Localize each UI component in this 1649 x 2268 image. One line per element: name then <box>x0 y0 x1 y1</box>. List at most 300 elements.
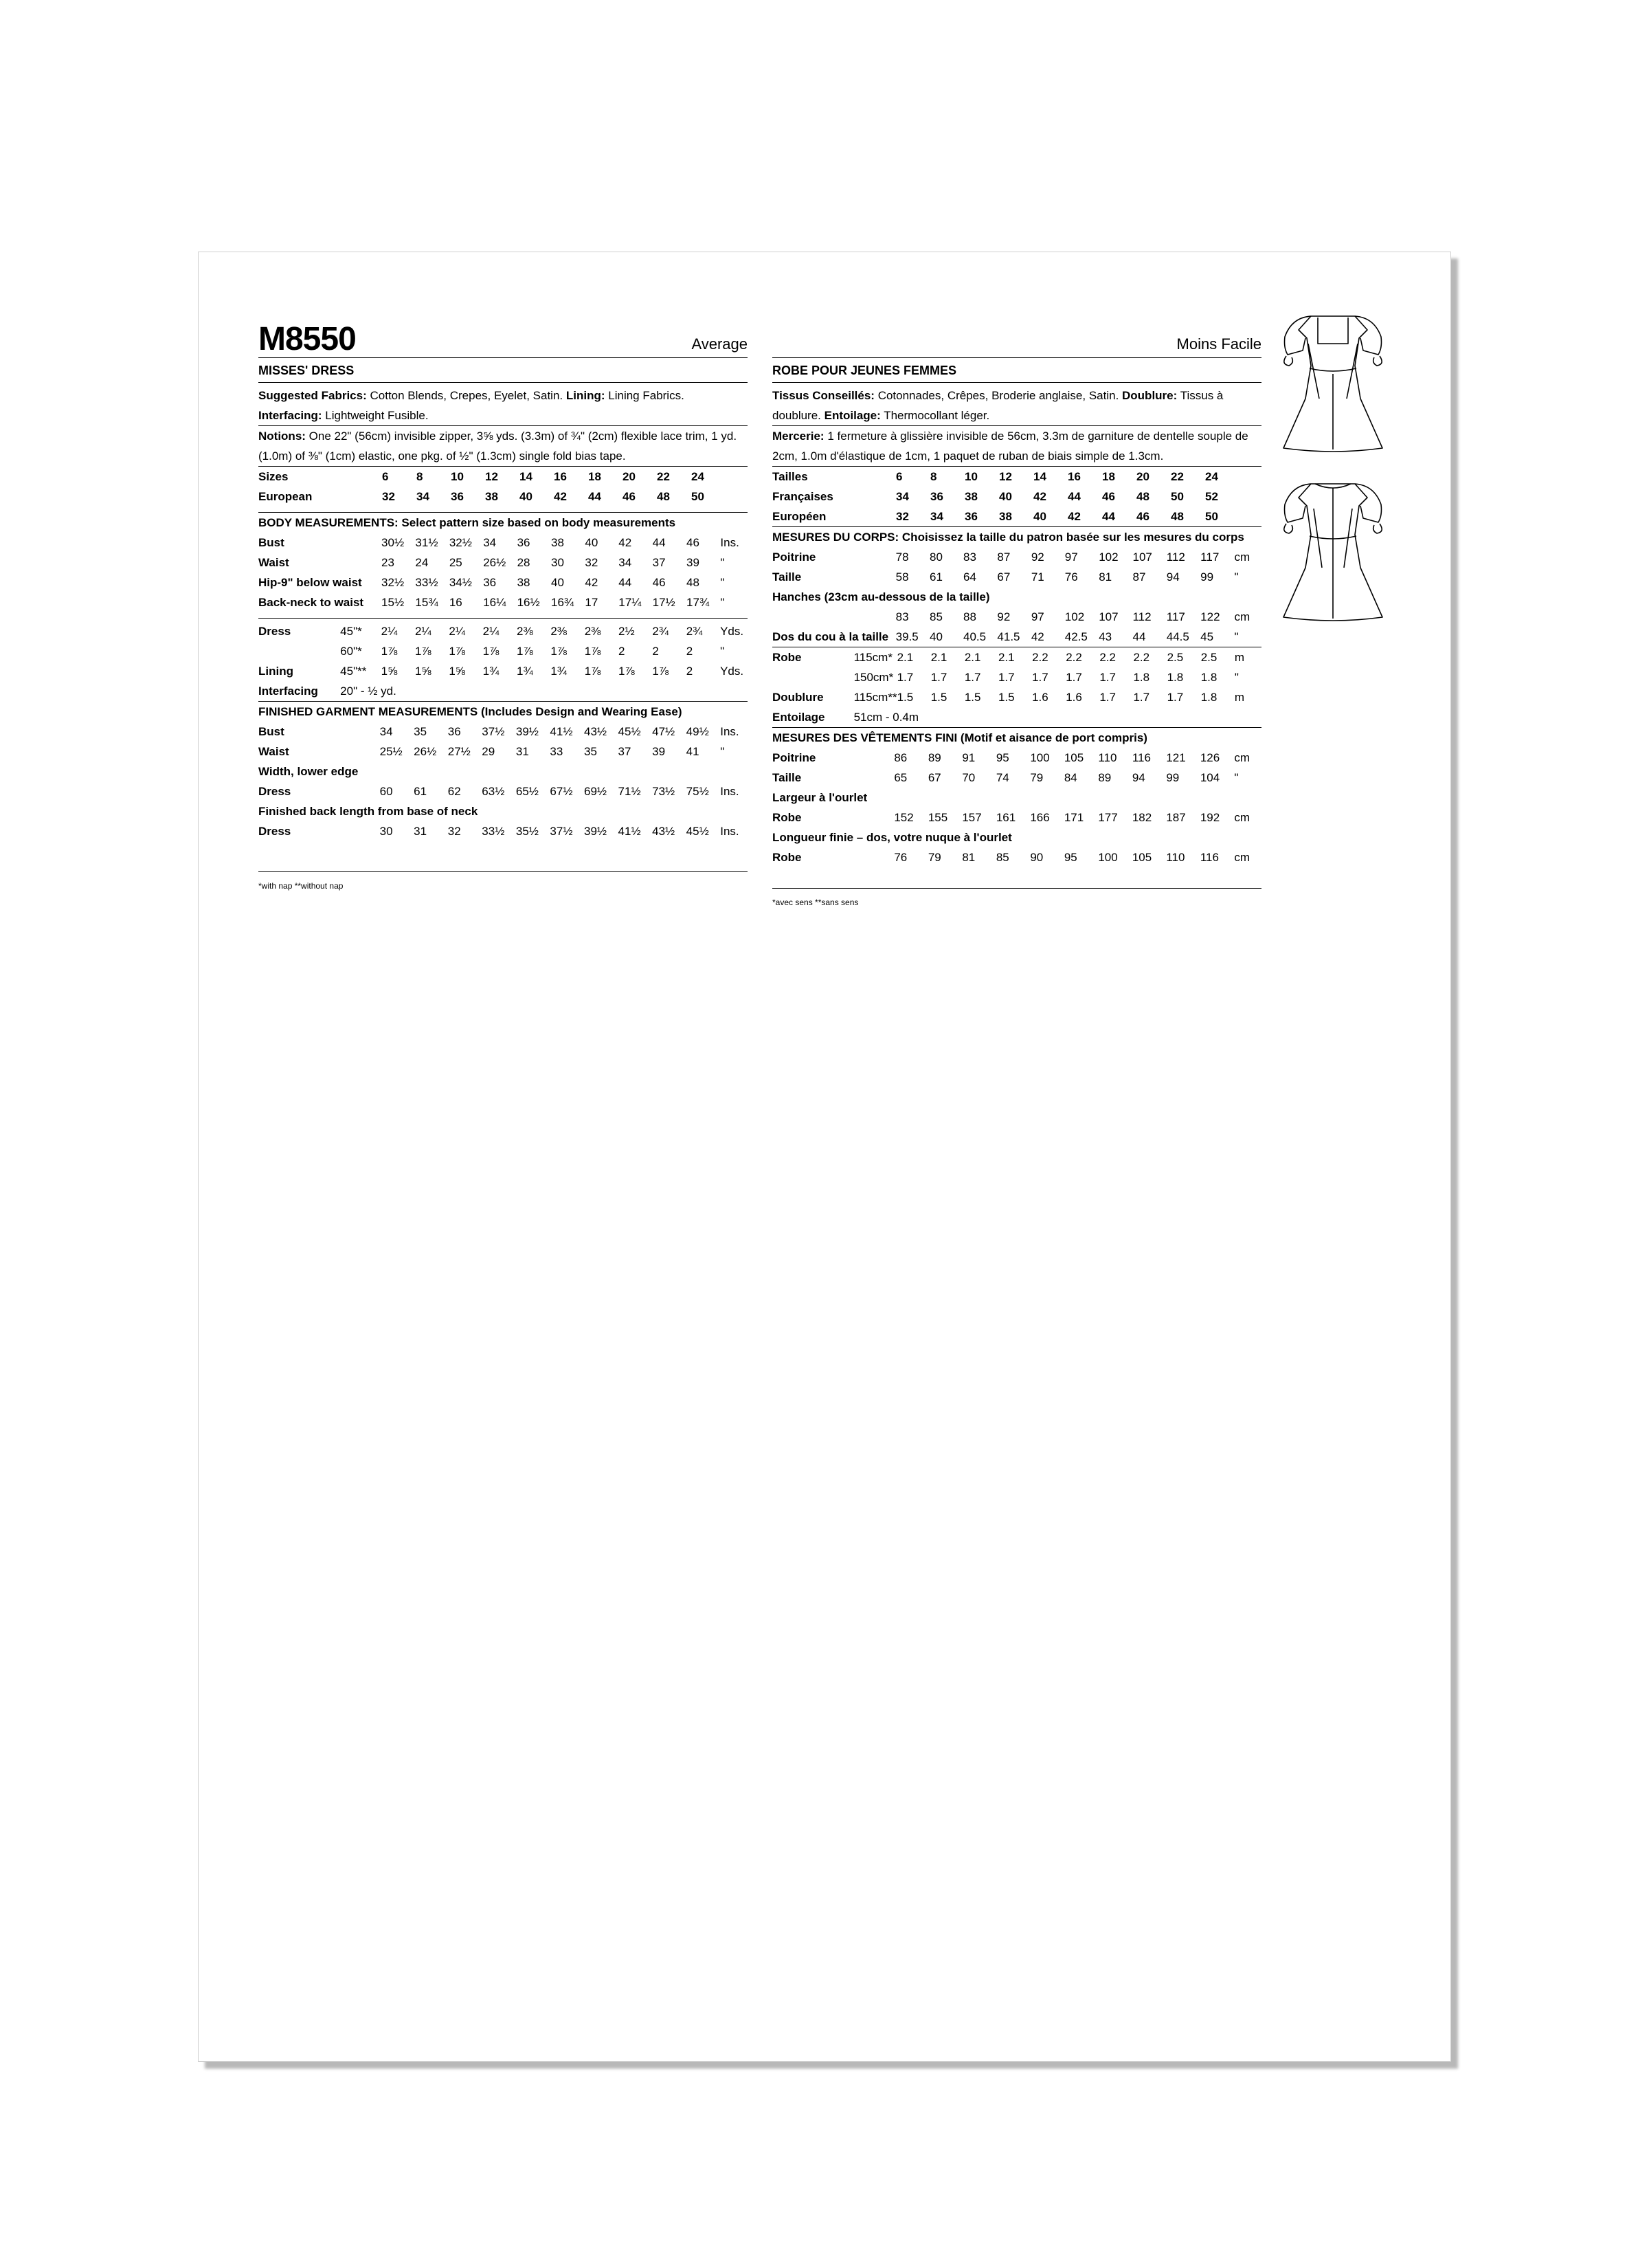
row-label: Taille <box>772 570 802 583</box>
value-cell: 16½ <box>517 596 540 609</box>
body-rule <box>258 618 748 619</box>
value-cell: 39½ <box>515 725 539 738</box>
unit-cell: m <box>1234 691 1244 704</box>
francaises-size-cell: 34 <box>896 490 909 503</box>
row-label: Bust <box>258 536 284 549</box>
value-cell: 171 <box>1064 811 1084 824</box>
sizes-row-fr <box>772 467 1239 487</box>
value-cell: 45½ <box>686 825 709 838</box>
garment-title-fr: ROBE POUR JEUNES FEMMES <box>772 364 957 377</box>
europeen-label: Européen <box>772 510 827 523</box>
european-size-cell: 36 <box>451 490 464 503</box>
fabrics-label: Suggested Fabrics: <box>258 389 367 402</box>
fabric-width: 20" - ½ yd. <box>340 685 396 698</box>
european-sizes-row <box>258 487 726 507</box>
value-cell: 31 <box>414 825 427 838</box>
yardage-cell: 1⅞ <box>618 665 635 678</box>
value-cell: 29 <box>482 745 495 758</box>
value-cell: 37½ <box>482 725 505 738</box>
difficulty-label: Average <box>691 335 748 353</box>
yardage-cell: 2.2 <box>1066 651 1082 664</box>
size-cell: 16 <box>1068 470 1081 483</box>
unit-cell: cm <box>1234 751 1250 764</box>
yardage-cell: 1.7 <box>998 671 1015 684</box>
value-cell: 110 <box>1166 851 1185 864</box>
value-cell: 112 <box>1132 610 1152 623</box>
value-cell: 17¼ <box>618 596 642 609</box>
title-rule-fr <box>772 382 1261 383</box>
fabric-width: 150cm* <box>853 671 894 684</box>
value-cell: 87 <box>1132 570 1146 583</box>
value-cell: 61 <box>414 785 427 798</box>
french-column <box>772 322 1261 913</box>
yardage-row <box>772 647 1261 667</box>
europeen-size-cell: 32 <box>896 510 909 523</box>
value-cell: 47½ <box>652 725 675 738</box>
value-cell: 25 <box>449 556 462 569</box>
unit-cell: Ins. <box>720 536 739 549</box>
row-label: Dress <box>258 825 291 838</box>
title-rule <box>258 382 748 383</box>
notions-paragraph-fr <box>772 426 1261 466</box>
value-cell: 76 <box>1064 570 1078 583</box>
european-size-cell: 32 <box>382 490 395 503</box>
value-cell: 117 <box>1200 551 1220 564</box>
unit-cell: cm <box>1234 851 1250 864</box>
yardage-cell: 1⅞ <box>550 645 567 658</box>
yardage-cell: 1.8 <box>1200 671 1218 684</box>
value-cell: 39 <box>652 745 666 758</box>
yardage-cell: 1.5 <box>897 691 914 704</box>
fabric-width: 60"* <box>340 645 362 658</box>
unit-cell: " <box>1234 630 1239 643</box>
value-cell: 92 <box>1031 551 1044 564</box>
value-cell: 41½ <box>618 825 641 838</box>
value-cell: 46 <box>686 536 699 549</box>
value-cell: 33½ <box>482 825 505 838</box>
value-cell: 40.5 <box>963 630 987 643</box>
yardage-cell: 1⅞ <box>449 645 465 658</box>
row-label: Dress <box>258 785 291 798</box>
yardage-cell: 2.2 <box>1032 651 1048 664</box>
value-cell: 105 <box>1064 751 1084 764</box>
value-cell: 83 <box>963 551 976 564</box>
measurement-row <box>258 742 748 761</box>
value-cell: 37½ <box>550 825 573 838</box>
fabric-width: 115cm* <box>853 651 893 664</box>
fabric-width: 45"* <box>340 625 362 638</box>
europeen-size-cell: 42 <box>1068 510 1081 523</box>
francaises-size-cell: 36 <box>930 490 943 503</box>
value-cell: 69½ <box>583 785 607 798</box>
value-cell: 67 <box>997 570 1011 583</box>
value-cell: 105 <box>1132 851 1152 864</box>
row-label: Bust <box>258 725 284 738</box>
size-cell: 24 <box>691 470 704 483</box>
value-cell: 39 <box>686 556 699 569</box>
unit-cell: cm <box>1234 610 1250 623</box>
value-cell: 37 <box>652 556 666 569</box>
notions-label-fr: Mercerie: <box>772 430 824 443</box>
yardage-cell: 2½ <box>618 625 635 638</box>
row-label: Back-neck to waist <box>258 596 364 609</box>
value-cell: 192 <box>1200 811 1220 824</box>
value-cell: 15¾ <box>415 596 438 609</box>
value-cell: 95 <box>996 751 1009 764</box>
value-cell: 58 <box>895 570 909 583</box>
row-label: Largeur à l'ourlet <box>772 791 868 804</box>
value-cell: 41.5 <box>997 630 1020 643</box>
value-cell: 24 <box>415 556 429 569</box>
measurement-row <box>258 592 748 612</box>
finished-rule <box>258 871 748 872</box>
yardage-row <box>772 707 1261 727</box>
yardage-cell: 1⅞ <box>414 645 431 658</box>
row-label: Robe <box>772 811 802 824</box>
value-cell: 73½ <box>652 785 675 798</box>
value-cell: 44 <box>618 576 632 589</box>
francaises-label: Françaises <box>772 490 833 503</box>
europeen-size-cell: 38 <box>999 510 1012 523</box>
difficulty-label-fr: Moins Facile <box>1176 335 1261 353</box>
header-rule-fr <box>772 357 1261 358</box>
measurement-row <box>772 827 1261 847</box>
value-cell: 44.5 <box>1166 630 1189 643</box>
francaises-size-cell: 48 <box>1136 490 1149 503</box>
yardage-cell: 2¾ <box>686 625 703 638</box>
value-cell: 39½ <box>583 825 607 838</box>
yardage-row <box>258 661 748 681</box>
yardage-cell: 1⅝ <box>449 665 465 678</box>
unit-cell: Ins. <box>720 785 739 798</box>
value-cell: 89 <box>1098 771 1112 784</box>
body-measurements-heading: BODY MEASUREMENTS: Select pattern size based on body measurements <box>258 516 676 529</box>
dress-back-sketch <box>1278 474 1388 625</box>
value-cell: 99 <box>1166 771 1180 784</box>
row-label: Finished back length from base of neck <box>258 805 478 818</box>
yardage-cell: 1⅞ <box>652 665 669 678</box>
value-cell: 95 <box>1064 851 1077 864</box>
english-column <box>258 322 748 896</box>
yardage-cell: 1.7 <box>897 671 914 684</box>
yardage-row <box>772 667 1261 687</box>
fabrics-text: Cotton Blends, Crepes, Eyelet, Satin. <box>366 389 566 402</box>
european-size-cell: 40 <box>519 490 532 503</box>
european-size-cell: 46 <box>622 490 636 503</box>
francaises-size-cell: 44 <box>1068 490 1081 503</box>
european-size-cell: 50 <box>691 490 704 503</box>
yardage-label <box>258 641 340 661</box>
yardage-cell: 1.8 <box>1167 671 1184 684</box>
fabrics-label-fr: Tissus Conseillés: <box>772 389 875 402</box>
value-cell: 121 <box>1166 751 1186 764</box>
fabrics-paragraph-fr <box>772 386 1261 425</box>
francaises-size-cell: 46 <box>1102 490 1115 503</box>
value-cell: 152 <box>894 811 914 824</box>
value-cell: 71½ <box>618 785 641 798</box>
measurement-row <box>772 788 1261 808</box>
value-cell: 32½ <box>449 536 472 549</box>
value-cell: 107 <box>1132 551 1152 564</box>
interfacing-label-fr: Entoilage: <box>824 409 881 422</box>
yardage-cell: 1.7 <box>964 671 981 684</box>
measurement-row <box>772 607 1261 627</box>
value-cell: 36 <box>517 536 530 549</box>
value-cell: 48 <box>686 576 699 589</box>
size-cell: 16 <box>554 470 567 483</box>
value-cell: 67 <box>928 771 941 784</box>
fabric-width: 115cm** <box>853 691 897 704</box>
yardage-cell: 1¾ <box>517 665 533 678</box>
value-cell: 15½ <box>381 596 405 609</box>
value-cell: 65 <box>894 771 908 784</box>
unit-cell: Ins. <box>720 725 739 738</box>
value-cell: 43 <box>1099 630 1112 643</box>
value-cell: 32 <box>585 556 598 569</box>
measurement-row <box>258 533 748 553</box>
value-cell: 84 <box>1064 771 1077 784</box>
value-cell: 88 <box>963 610 976 623</box>
yardage-row <box>772 687 1261 707</box>
measurement-row <box>772 748 1261 768</box>
pattern-number: M8550 <box>258 321 356 357</box>
yardage-label: Interfacing <box>258 685 318 698</box>
size-cell: 10 <box>965 470 978 483</box>
yardage-cell: 2.2 <box>1099 651 1116 664</box>
value-cell: 80 <box>930 551 943 564</box>
finished-measurements-heading-fr: MESURES DES VÊTEMENTS FINI (Motif et aisance de port compris) <box>772 731 1147 744</box>
value-cell: 116 <box>1200 851 1219 864</box>
size-cell: 10 <box>451 470 464 483</box>
value-cell: 90 <box>1030 851 1044 864</box>
value-cell: 67½ <box>550 785 573 798</box>
value-cell: 34 <box>618 556 632 569</box>
european-size-cell: 44 <box>588 490 601 503</box>
measurement-row <box>258 722 748 742</box>
value-cell: 161 <box>996 811 1016 824</box>
unit-cell: Ins. <box>720 825 739 838</box>
yardage-cell: 1.5 <box>930 691 947 704</box>
value-cell: 76 <box>894 851 908 864</box>
value-cell: 78 <box>895 551 909 564</box>
lining-text-fr: Tissus à doublure. <box>772 389 1224 422</box>
body-measurements-heading-fr: MESURES DU CORPS: Choisissez la taille du patron basée sur les mesures du corps <box>772 531 1244 544</box>
notions-label: Notions: <box>258 430 306 443</box>
lining-text: Lining Fabrics. <box>605 389 684 402</box>
value-cell: 33 <box>550 745 563 758</box>
yardage-label <box>772 667 854 687</box>
value-cell: 112 <box>1166 551 1185 564</box>
unit-cell: Yds. <box>720 665 744 678</box>
unit-cell: " <box>720 745 725 758</box>
value-cell: 33½ <box>415 576 438 589</box>
measurement-row <box>258 572 748 592</box>
yardage-table-fr <box>772 647 1261 727</box>
yardage-cell: 1.7 <box>1099 671 1116 684</box>
value-cell: 39.5 <box>895 630 919 643</box>
row-label <box>772 607 896 627</box>
value-cell: 34½ <box>449 576 472 589</box>
yardage-cell: 2 <box>652 645 659 658</box>
value-cell: 26½ <box>483 556 506 569</box>
francaises-sizes-row <box>772 487 1239 507</box>
value-cell: 81 <box>1099 570 1112 583</box>
sizes-table-fr <box>772 467 1239 526</box>
yardage-cell: 2.2 <box>1133 651 1150 664</box>
value-cell: 70 <box>962 771 976 784</box>
value-cell: 26½ <box>414 745 437 758</box>
value-cell: 25½ <box>379 745 403 758</box>
unit-cell: " <box>1234 671 1239 684</box>
value-cell: 79 <box>1030 771 1044 784</box>
yardage-cell: 2⅜ <box>517 625 533 638</box>
unit-cell: " <box>720 596 725 609</box>
interfacing-text: Lightweight Fusible. <box>322 409 429 422</box>
value-cell: 34 <box>483 536 497 549</box>
value-cell: 45½ <box>618 725 641 738</box>
francaises-size-cell: 38 <box>965 490 978 503</box>
yardage-cell: 1¾ <box>482 665 500 678</box>
value-cell: 79 <box>928 851 941 864</box>
unit-cell: " <box>1234 771 1239 784</box>
value-cell: 40 <box>930 630 943 643</box>
value-cell: 17¾ <box>686 596 710 609</box>
value-cell: 155 <box>928 811 948 824</box>
value-cell: 40 <box>585 536 598 549</box>
value-cell: 34 <box>379 725 393 738</box>
fabric-width: 51cm - 0.4m <box>853 711 919 724</box>
dress-front-sketch <box>1278 302 1388 454</box>
header-rule <box>258 357 748 358</box>
yardage-cell: 2.5 <box>1167 651 1184 664</box>
value-cell: 35 <box>414 725 427 738</box>
measurement-row <box>258 801 748 821</box>
yardage-cell: 2 <box>686 645 693 658</box>
value-cell: 177 <box>1098 811 1118 824</box>
measurement-row <box>772 768 1261 788</box>
europeen-size-cell: 36 <box>965 510 978 523</box>
value-cell: 41 <box>686 745 699 758</box>
value-cell: 42 <box>585 576 598 589</box>
value-cell: 42.5 <box>1064 630 1088 643</box>
measurement-row <box>772 847 1261 867</box>
value-cell: 116 <box>1132 751 1151 764</box>
yardage-cell: 2.1 <box>930 651 947 664</box>
europeen-size-cell: 46 <box>1136 510 1149 523</box>
value-cell: 83 <box>895 610 909 623</box>
value-cell: 86 <box>894 751 908 764</box>
yardage-table <box>258 621 748 701</box>
yardage-label: Robe <box>772 651 802 664</box>
yardage-cell: 1.5 <box>998 691 1015 704</box>
value-cell: 31 <box>515 745 529 758</box>
row-label: Waist <box>258 745 289 758</box>
value-cell: 182 <box>1132 811 1152 824</box>
unit-cell: m <box>1234 651 1244 664</box>
unit-cell: " <box>720 645 725 658</box>
garment-title: MISSES' DRESS <box>258 364 355 377</box>
measurement-row <box>258 821 748 841</box>
yardage-cell: 1.7 <box>930 671 947 684</box>
francaises-size-cell: 42 <box>1033 490 1046 503</box>
value-cell: 44 <box>652 536 666 549</box>
yardage-cell: 2⅜ <box>584 625 601 638</box>
yardage-cell: 1⅝ <box>381 665 398 678</box>
size-cell: 6 <box>896 470 903 483</box>
size-cell: 6 <box>382 470 389 483</box>
value-cell: 187 <box>1166 811 1186 824</box>
measurement-row <box>772 547 1261 567</box>
value-cell: 61 <box>930 570 943 583</box>
row-label: Width, lower edge <box>258 765 359 778</box>
value-cell: 122 <box>1200 610 1220 623</box>
yardage-cell: 1.7 <box>1133 691 1150 704</box>
unit-cell: cm <box>1234 551 1250 564</box>
measurement-row <box>258 761 748 781</box>
value-cell: 166 <box>1030 811 1050 824</box>
row-label: Poitrine <box>772 751 816 764</box>
francaises-size-cell: 52 <box>1205 490 1218 503</box>
size-cell: 20 <box>1136 470 1149 483</box>
value-cell: 107 <box>1099 610 1119 623</box>
yardage-cell: 1.8 <box>1200 691 1218 704</box>
sizes-row <box>258 467 726 487</box>
lining-label: Lining: <box>565 389 605 402</box>
yardage-cell: 2 <box>686 665 693 678</box>
sizes-table <box>258 467 726 507</box>
value-cell: 40 <box>550 576 564 589</box>
yardage-cell: 2¼ <box>381 625 398 638</box>
yardage-cell: 1⅞ <box>584 645 601 658</box>
yardage-cell: 2¼ <box>449 625 465 638</box>
value-cell: 30 <box>379 825 393 838</box>
row-label: Hanches (23cm au-dessous de la taille) <box>772 590 990 603</box>
european-size-cell: 34 <box>416 490 429 503</box>
value-cell: 45 <box>1200 630 1214 643</box>
value-cell: 62 <box>447 785 461 798</box>
value-cell: 31½ <box>415 536 438 549</box>
value-cell: 49½ <box>686 725 709 738</box>
size-cell: 24 <box>1205 470 1218 483</box>
yardage-cell: 1⅝ <box>414 665 431 678</box>
notions-text: One 22" (56cm) invisible zipper, 3⅝ yds. (3.3m) of ¾" (2cm) flexible lace trim, 1 yd. (1.0m) of ⅜" (1cm) elastic, one pkg. of ½" (1.3cm) single fold bias tape. <box>258 430 737 463</box>
value-cell: 36 <box>483 576 497 589</box>
europeen-size-cell: 50 <box>1205 510 1218 523</box>
measurement-row <box>772 627 1261 647</box>
value-cell: 42 <box>618 536 632 549</box>
yardage-cell: 1.7 <box>1167 691 1184 704</box>
value-cell: 97 <box>1064 551 1078 564</box>
yardage-cell: 1.5 <box>964 691 981 704</box>
row-label: Dos du cou à la taille <box>772 630 889 643</box>
value-cell: 104 <box>1200 771 1220 784</box>
europeen-size-cell: 48 <box>1171 510 1184 523</box>
yardage-cell: 2¼ <box>414 625 431 638</box>
value-cell: 27½ <box>447 745 471 758</box>
european-size-cell: 42 <box>554 490 567 503</box>
value-cell: 35½ <box>515 825 539 838</box>
value-cell: 102 <box>1064 610 1085 623</box>
yardage-cell: 1.7 <box>1099 691 1116 704</box>
measurement-row <box>772 567 1261 587</box>
row-label: Hip-9" below waist <box>258 576 362 589</box>
size-cell: 22 <box>1171 470 1184 483</box>
value-cell: 157 <box>962 811 982 824</box>
size-cell: 14 <box>1033 470 1046 483</box>
value-cell: 43½ <box>583 725 607 738</box>
european-label: European <box>258 490 313 503</box>
value-cell: 92 <box>997 610 1011 623</box>
